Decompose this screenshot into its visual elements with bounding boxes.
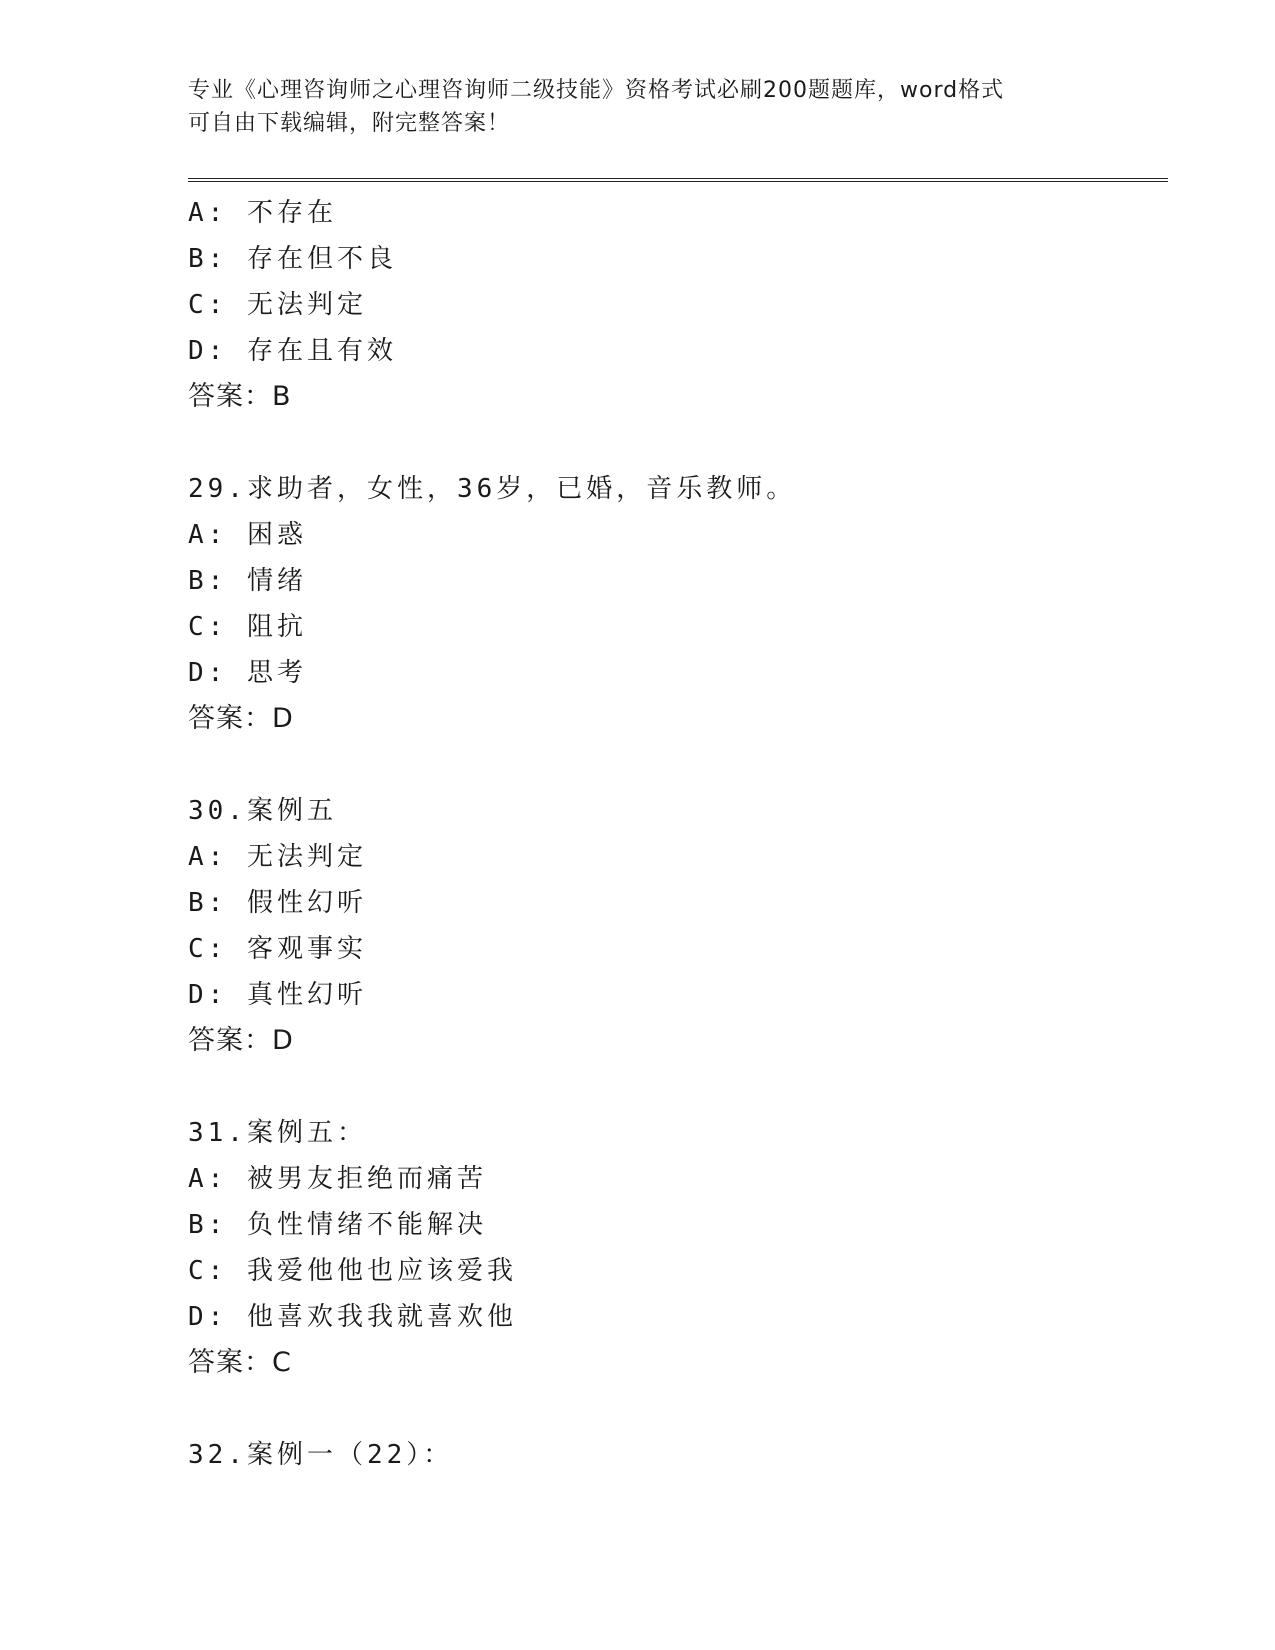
answer-text: 答案：B <box>188 381 292 412</box>
option-d: D: 他喜欢我我就喜欢他 <box>188 1302 517 1332</box>
question-block <box>188 788 1168 1064</box>
question-text: 31.案例五： <box>188 1118 367 1148</box>
option-d: D: 存在且有效 <box>188 336 397 366</box>
question-text: 32.案例一（22）： <box>188 1440 454 1470</box>
question-list <box>188 190 1168 1478</box>
option-b: B: 假性幻听 <box>188 888 367 918</box>
option-c: C: 客观事实 <box>188 934 367 964</box>
option-c: C: 阻抗 <box>188 612 307 642</box>
option-b: B: 负性情绪不能解决 <box>188 1210 487 1240</box>
header-title-line-2: 可自由下载编辑，附完整答案！ <box>188 111 511 136</box>
question-block <box>188 1432 1168 1478</box>
block-spacer <box>188 742 1168 788</box>
document-header <box>188 74 1088 140</box>
option-a: A: 无法判定 <box>188 842 367 872</box>
header-title-line-1: 专业《心理咨询师之心理咨询师二级技能》资格考试必刷200题题库，word格式 <box>188 78 1005 103</box>
block-spacer <box>188 1386 1168 1432</box>
question-text: 29.求助者，女性，36岁，已婚，音乐教师。 <box>188 474 797 504</box>
option-c: C: 无法判定 <box>188 290 367 320</box>
option-d: D: 真性幻听 <box>188 980 367 1010</box>
block-spacer <box>188 420 1168 466</box>
option-c: C: 我爱他他也应该爱我 <box>188 1256 517 1286</box>
document-page <box>188 0 1168 1650</box>
question-text: 30.案例五 <box>188 796 337 826</box>
option-a: A: 困惑 <box>188 520 307 550</box>
option-d: D: 思考 <box>188 658 307 688</box>
option-b: B: 情绪 <box>188 566 307 596</box>
block-spacer <box>188 1064 1168 1110</box>
option-a: A: 被男友拒绝而痛苦 <box>188 1164 487 1194</box>
option-a: A: 不存在 <box>188 198 337 228</box>
answer-text: 答案：D <box>188 703 294 734</box>
question-block <box>188 190 1168 420</box>
header-divider <box>188 178 1168 182</box>
answer-text: 答案：C <box>188 1347 292 1378</box>
question-block <box>188 466 1168 742</box>
option-b: B: 存在但不良 <box>188 244 397 274</box>
question-block <box>188 1110 1168 1386</box>
answer-text: 答案：D <box>188 1025 294 1056</box>
